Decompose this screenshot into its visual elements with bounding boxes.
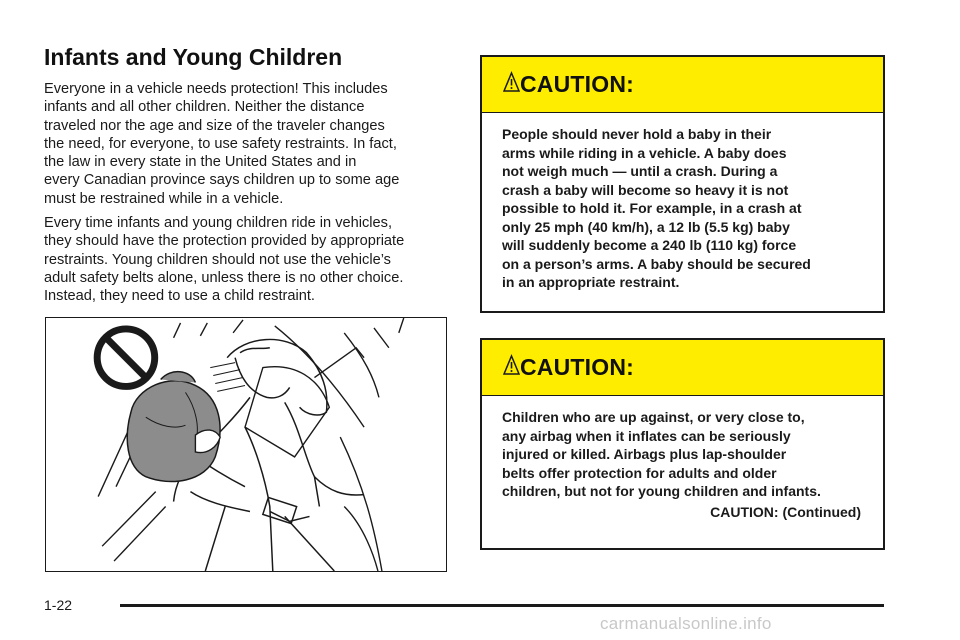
paragraph-line: must be restrained while in a vehicle. — [44, 190, 284, 207]
caution-line: possible to hold it. For example, in a crash at — [502, 200, 802, 216]
caution-line: crash a baby will become so heavy it is not — [502, 181, 789, 198]
restraint-paragraph — [44, 214, 444, 305]
caution-title: CAUTION: — [520, 71, 635, 97]
page-number: 1-22 — [44, 597, 73, 613]
airbag-outline — [245, 367, 329, 457]
caution-text — [482, 396, 883, 521]
caution-continued-label: CAUTION: (Continued) — [710, 503, 861, 520]
airbag-hatching — [210, 363, 245, 392]
watermark: carmanualsonline.info — [600, 614, 772, 633]
illustration-frame — [45, 317, 447, 572]
paragraph-line: Everyone in a vehicle needs protection! This includes — [44, 81, 388, 97]
caution-line: only 25 mph (40 km/h), a 12 lb (5.5 kg) baby — [502, 218, 790, 235]
intro-paragraph — [44, 80, 444, 208]
paragraph-line: they should have the protection provided by appropriate — [44, 233, 405, 250]
caution-title: CAUTION: — [520, 354, 635, 380]
warning-triangle-icon — [503, 354, 520, 376]
prohibition-sign-icon — [97, 329, 155, 387]
caution-line: not weigh much — until a crash. During a — [502, 163, 778, 179]
warning-triangle-icon — [503, 71, 520, 93]
caution-line: in an appropriate restraint. — [502, 274, 680, 290]
paragraph-line: traveled nor the age and size of the traveler changes — [44, 117, 385, 134]
section-heading: Infants and Young Children — [44, 44, 343, 70]
caution-text — [482, 113, 883, 292]
paragraph-line: Every time infants and young children ride in vehicles, — [44, 215, 392, 231]
paragraph-line: infants and all other children. Neither the distance — [44, 99, 365, 116]
caution-header — [482, 57, 883, 113]
baby-in-arms-illustration — [46, 318, 446, 571]
caution-line: children, but not for young children and infants. — [502, 483, 821, 499]
paragraph-line: the need, for everyone, to use safety restraints. In fact, — [44, 135, 397, 152]
paragraph-line: every Canadian province says children up to some age — [44, 172, 400, 189]
caution-line: any airbag when it inflates can be seriously — [502, 427, 791, 444]
paragraph-line: the law in every state in the United States and in — [44, 154, 357, 171]
caution-line: arms while riding in a vehicle. A baby does — [502, 144, 787, 161]
footer-divider — [120, 604, 884, 607]
caution-box-baby — [480, 55, 885, 313]
caution-line: People should never hold a baby in their — [502, 126, 772, 142]
paragraph-line: restraints. Young children should not use the vehicle’s — [44, 251, 391, 268]
caution-line: belts offer protection for adults and older — [502, 464, 777, 481]
paragraph-line: Instead, they need to use a child restraint. — [44, 288, 315, 305]
caution-line: injured or killed. Airbags plus lap-shoulder — [502, 446, 787, 462]
paragraph-line: adult safety belts alone, unless there is no other choice. — [44, 269, 404, 286]
caution-line: Children who are up against, or very close to, — [502, 409, 805, 425]
caution-header — [482, 340, 883, 396]
baby-bundle — [127, 372, 220, 482]
caution-line: on a person’s arms. A baby should be secured — [502, 255, 811, 272]
caution-line: will suddenly become a 240 lb (110 kg) force — [502, 237, 797, 253]
caution-box-airbag — [480, 338, 885, 550]
